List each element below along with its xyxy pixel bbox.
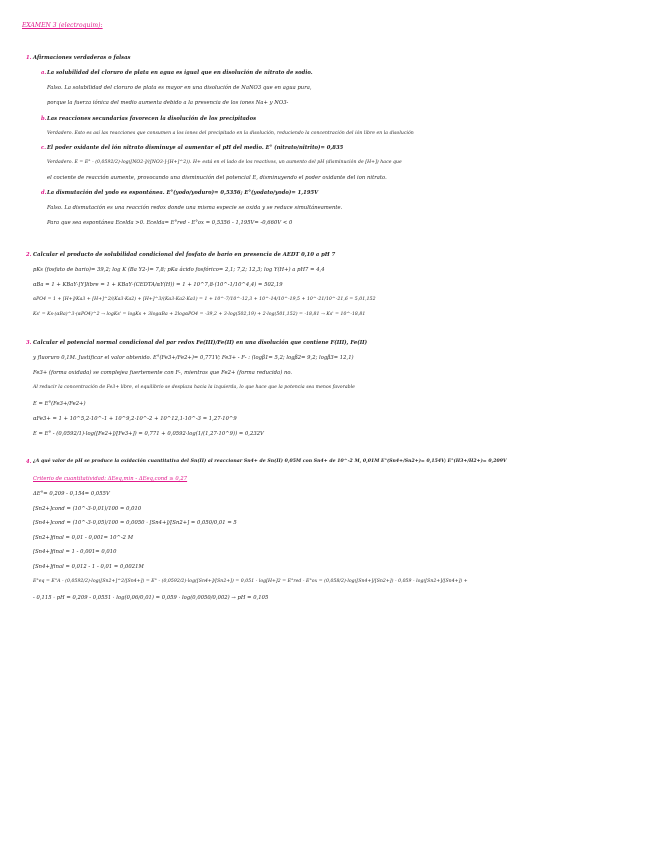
- q1-c-answer-line2: el cociente de reacción aumente, provocando una disminución del potencial E, disminuyendo el poder oxidante del ion nitrato.: [47, 175, 387, 181]
- q3-line1: y fluoruro 0,1M. Justificar el valor obtenido. E°(Fe3+/Fe2+)= 0,771V; Fe3+ - F- : (logβ1= 5,2; logβ2= 9,2; logβ3= 12,1): [33, 355, 354, 361]
- q4-number: 4.: [26, 459, 32, 465]
- q1-b-answer: Verdadero. Esto es así las reacciones que consumen a los iones del precipitado en la disolución, reduciendo la concentración del ión libre en la disolución: [47, 131, 414, 136]
- q3-line2: Fe3+ (forma oxidada) se complejea fuertemente con F-, mientras que Fe2+ (forma reducida) no.: [33, 370, 293, 376]
- q3-line5: αFe3+ = 1 + 10^5,2·10^-1 + 10^9,2·10^-2 + 10^12,1·10^-3 = 1,27·10^9: [33, 416, 237, 422]
- q1-a-answer-line2: porque la fuerza iónica del medio aumenta debido a la presencia de los iones Na+ y NO3-: [47, 100, 289, 106]
- q1-a-answer-line1: Falso. La solubilidad del cloruro de plata es mayor en una disolución de NaNO3 que en agua pura,: [47, 85, 312, 91]
- q4-line5: [Sn4+]final = 1 - 0,001= 0,010: [33, 549, 117, 555]
- q4-line1: ΔE°= 0,209 - 0,154= 0,055V: [33, 491, 110, 497]
- q1-d-answer-line1: Falso. La dismutación es una reacción redox donde una misma especie se oxida y se reduce simultáneamente.: [47, 205, 343, 211]
- q1-a-label: a.: [41, 70, 47, 76]
- page-title: EXAMEN 3 (electroquim):: [22, 22, 103, 29]
- q2-number: 2.: [26, 252, 32, 258]
- q4-line8: - 0,115 · pH = 0,209 - 0,0551 · log(0,06/0,01) = 0,059 · log(0,0050/0,002) → pH = 0,105: [33, 595, 269, 601]
- q3-line4: E = E°(Fe3+/Fe2+): [33, 401, 86, 407]
- q1-b-label: b.: [41, 116, 47, 122]
- q4-line4: [Sn2+]final = 0,01 - 0,001= 10^-2 M: [33, 535, 134, 541]
- q1-c-label: c.: [41, 145, 47, 151]
- q1-c-answer-line1: Verdadero. E = E° - (0,0592/2)·log([NO2-]/([NO3-]·[H+]^2)). H+ está en el lado de los reactivos, un aumento del pH (disminución de [H+]) hace que: [47, 160, 402, 165]
- q1-d-label: d.: [41, 190, 47, 196]
- q2-alpha-po4: αPO4 = 1 + [H+]/Ka3 + [H+]^2/(Ka3·Ka2) + [H+]^3/(Ka3·Ka2·Ka1) = 1 + 10^-7/10^-12,3 + 10^-14/10^-19,5 + 10^-21/10^-21,6 = 5,01,152: [33, 297, 376, 302]
- q3-number: 3.: [26, 340, 32, 346]
- q1-c-text: El poder oxidante del ión nitrato disminuye al aumentar el pH del medio. E° (nitrato/nitrito)= 0,835: [47, 145, 344, 151]
- q4-line6: [Sn4+]final = 0,012 - 1 - 0,01 = 0,0021M: [33, 564, 144, 570]
- q1-b-text: Las reacciones secundarias favorecen la disolución de los precipitados: [47, 116, 257, 122]
- q1-number: 1.: [26, 55, 32, 61]
- q4-line2: [Sn2+]cond = (10^-3·0,01)/100 = 0,010: [33, 506, 142, 512]
- q1-d-answer-line2: Para que sea espontánea Ecelda >0. Ecelda= E°red - E°ox = 0,5356 - 1,195V= -0,660V < 0: [47, 220, 293, 226]
- q4-criterion: Criterio de cuantitatividad: ΔEeq,min - ΔEeq,cond ≥ 0,27: [33, 476, 188, 482]
- q2-text: Calcular el producto de solubilidad condicional del fosfato de bario en presencia de AEDT 0,10 a pH 7: [33, 252, 336, 258]
- q2-data-line: pKs (fosfato de bario)= 39,2; log K (Ba Y2-)= 7,8; pKa ácido fosfórico= 2,1; 7,2; 12,3; log Y(H+) a pH7 = 4,4: [33, 267, 325, 273]
- q3-line3: Al reducir la concentración de Fe3+ libre, el equilibrio se desplaza hacia la izquierda, lo que hace que la potencia sea menos favorable: [33, 385, 355, 390]
- q2-alpha-ba: αBa = 1 + KBaY·[Y]libre = 1 + KBaY·(CEDTA/αY(H)) = 1 + 10^7,8·(10^-1/10^4,4) = 502,19: [33, 282, 283, 288]
- q1-a-text: La solubilidad del cloruro de plata en agua es igual que en disolución de nitrato de sodio.: [47, 70, 313, 76]
- q4-line7: E°eq = E°A - (0,0592/2)·log([Sn2+]^2/[Sn4+]) = E° - (0,0592/2)·log([Sn4+]/[Sn2+]) = 0,051 - log[H+]2 = E°red - E°ox = (0,058/2)·log([Sn4+]/[Sn2+]) - 0,059 - log([Sn2+]/[Sn4+]) +: [33, 579, 468, 584]
- q2-ks-result: Ks' = Ks·(αBa)^3·(αPO4)^2 → logKs' = logKs + 3logαBa + 2logαPO4 = -39,2 + 3·log(502,19) + 2·log(501,152) = -18,81 → Ks' = 10^-18,81: [33, 312, 366, 317]
- q1-heading: Afirmaciones verdaderas o falsas: [33, 55, 131, 61]
- q4-line3: [Sn4+]cond = (10^-3·0,05)/100 = 0,0050 · [Sn4+]/[Sn2+] = 0,050/0,01 = 5: [33, 520, 237, 526]
- q4-text: ¿A qué valor de pH se produce la oxidación cuantitativa del Sn(II) al reaccionar Sn4+ de Sn(II) 0,05M con Sn4+ de 10^-2 M, 0,01M E°(Sn4+/Sn2+)= 0,154V; E°(H3+/H2+)= 0,209V: [33, 459, 507, 464]
- q3-text: Calcular el potencial normal condicional del par redox Fe(III)/Fe(II) en una disolución que contiene F(III), Fe(II): [33, 340, 368, 346]
- q3-line6: E = E° - (0,0592/1)·log([Fe2+]/[Fe3+]) = 0,771 + 0,0592·log(1/(1,27·10^9)) = 0,232V: [33, 431, 264, 437]
- q1-d-text: La dismutación del yodo es espontánea. E°(yodo/yoduro)= 0,5356; E°(yodato/yodo)= 1,195V: [47, 190, 319, 196]
